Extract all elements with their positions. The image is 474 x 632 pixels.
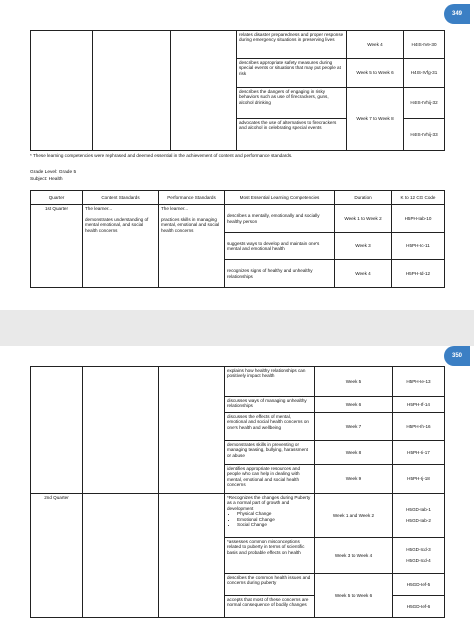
duration-cell: Week 3: [335, 233, 392, 260]
competency-cell: describes a mentally, emotionally and socially healthy person: [225, 205, 335, 233]
code-cell: H5PH-Ih-16: [393, 413, 445, 441]
change-list: [227, 511, 312, 527]
header-code: K to 12 CG Code: [392, 191, 445, 205]
code-cell: H5GD-Icd-3 H5GD-Icd-4: [393, 538, 445, 574]
code-cell: H5GD-Iab-1 H5GD-Iab-2: [393, 494, 445, 538]
duration-cell: Week 8: [315, 441, 393, 465]
competency-cell: recognizes signs of healthy and unhealthy relationships: [225, 260, 335, 288]
competency-cell: *assesses common misconceptions related to puberty in terms of scientific basis and probable effects on health: [225, 538, 315, 574]
code-cell: H5PH-Ii-17: [393, 441, 445, 465]
competency-cell: advocates the use of alternatives to firecrackers and alcohol in celebrating special events: [237, 119, 347, 151]
empty-cell: [83, 494, 159, 618]
code-cell: H5PH-Iab-10: [392, 205, 445, 233]
duration-cell: Week 4: [335, 260, 392, 288]
empty-cell: [171, 31, 237, 151]
code-cell: H5PH-If-14: [393, 397, 445, 413]
duration-cell: Week 1 and Week 2: [315, 494, 393, 538]
competency-cell: explains how healthy relationships can positively impact health: [225, 367, 315, 397]
top-competency-table: [30, 30, 445, 151]
table-row: [31, 31, 445, 59]
empty-cell: [159, 494, 225, 618]
grade5-table-continued: [30, 366, 445, 618]
code-cell: H5PH-Ic-11: [392, 233, 445, 260]
puberty-changes-text: *Recognizes the changes during Puberty as a normal part of growth and development: [227, 495, 311, 511]
code-cell: H5PH-Id-12: [392, 260, 445, 288]
duration-cell: Week 7 to Week 8: [347, 88, 404, 151]
page-number: 350: [444, 346, 470, 366]
competency-cell: describes the dangers of engaging in risky behaviors such as use of firecrackers, guns, alcohol drinking: [237, 88, 347, 119]
duration-cell: Week 5 to Week 6: [315, 574, 393, 618]
header-content-standards: Content Standards: [83, 191, 159, 205]
header-quarter: Quarter: [31, 191, 83, 205]
grade-level: Grade Level: Grade 5: [30, 170, 77, 175]
quarter-cell: 1st Quarter: [31, 205, 83, 288]
competency-cell: describes the common health issues and concerns during puberty: [225, 574, 315, 596]
quarter-cell: 2nd Quarter: [31, 494, 83, 618]
competency-cell: discusses ways of managing unhealthy relationships: [225, 397, 315, 413]
list-item: • Emotional Change: [237, 517, 312, 522]
code-cell: H4IS-IVe-30: [404, 31, 445, 59]
list-item: • Physical Change: [237, 511, 312, 516]
competency-cell: relates disaster preparedness and proper response during emergency situations in preserving lives: [237, 31, 347, 59]
competency-cell: discusses the effects of mental, emotional and social health concerns on one's health and wellbeing: [225, 413, 315, 441]
duration-cell: Week 4: [347, 31, 404, 59]
code-cell: H4IS-IVhij-33: [404, 119, 445, 151]
competency-cell: [225, 494, 315, 538]
header-performance-standards: Performance Standards: [159, 191, 225, 205]
competency-cell: accepts that most of these concerns are normal consequence of bodily changes: [225, 596, 315, 618]
duration-cell: Week 5: [315, 367, 393, 397]
duration-cell: Week 6: [315, 397, 393, 413]
code-cell: H5GD-Ief-6: [393, 596, 445, 618]
table-header-row: [31, 191, 445, 205]
code-cell: H5GD-Ief-5: [393, 574, 445, 596]
empty-cell: [31, 367, 83, 494]
footnote: * These learning competencies were rephrased and deemed essential in the achievement of content and performance standards.: [30, 153, 293, 158]
table-row: [31, 367, 445, 397]
content-standards-cell: The learner... demonstrates understanding of mental emotional, and social health concerns: [83, 205, 159, 288]
header-duration: Duration: [335, 191, 392, 205]
code-cell: H5PH-Ij-18: [393, 465, 445, 494]
grade5-table: [30, 190, 445, 288]
performance-standards-cell: The learner... practices skills in managing mental, emotional and social health concerns: [159, 205, 225, 288]
competency-cell: identifies appropriate resources and people who can help in dealing with mental, emotional and social health concerns: [225, 465, 315, 494]
duration-cell: Week 1 to Week 2: [335, 205, 392, 233]
competency-cell: suggests ways to develop and maintain one's mental and emotional health: [225, 233, 335, 260]
empty-cell: [83, 367, 159, 494]
page-number: 349: [444, 4, 470, 24]
duration-cell: Week 3 to Week 4: [315, 538, 393, 574]
empty-cell: [31, 31, 93, 151]
duration-cell: Week 9: [315, 465, 393, 494]
empty-cell: [159, 367, 225, 494]
page-349: [0, 0, 474, 310]
list-item: • Social Change: [237, 522, 312, 527]
page-350: [0, 346, 474, 632]
code-cell: H5PH-Ie-13: [393, 367, 445, 397]
competency-cell: describes appropriate safety measures during special events or situations that may put people at risk: [237, 59, 347, 88]
competency-cell: demonstrates skills in preventing or managing teasing, bullying, harassment or abuse: [225, 441, 315, 465]
subject: Subject: Health: [30, 177, 63, 182]
page-gap: [0, 310, 474, 346]
code-cell: H4IS-IVfg-31: [404, 59, 445, 88]
table-row: [31, 205, 445, 233]
duration-cell: Week 5 to Week 6: [347, 59, 404, 88]
header-competencies: Most Essential Learning Competencies: [225, 191, 335, 205]
duration-cell: Week 7: [315, 413, 393, 441]
code-cell: H4IS-IVhij-32: [404, 88, 445, 119]
table-row: [31, 494, 445, 538]
empty-cell: [93, 31, 171, 151]
